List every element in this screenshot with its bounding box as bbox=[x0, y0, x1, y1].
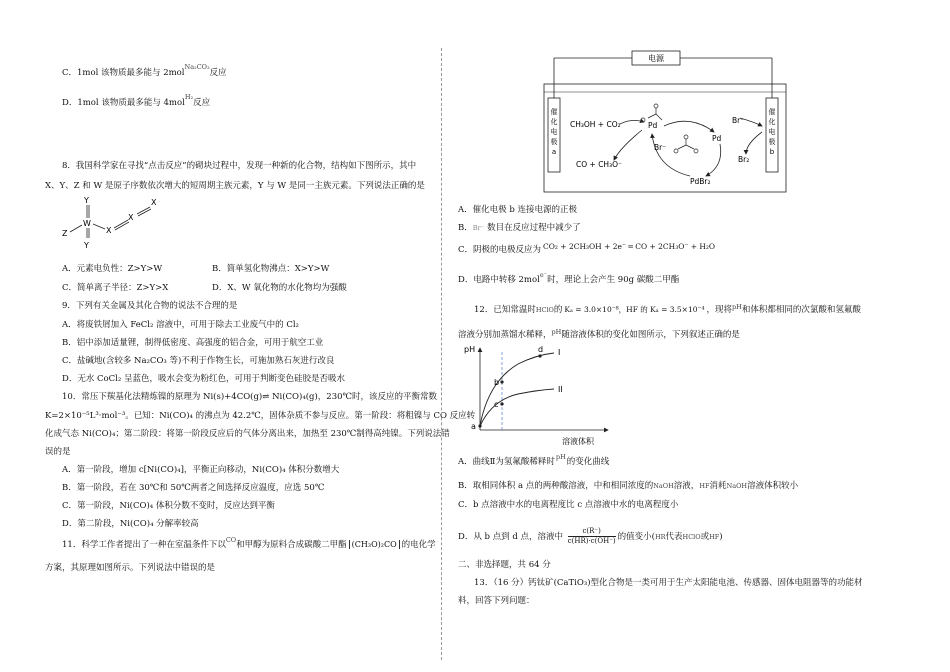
atom-z: Z bbox=[62, 229, 68, 238]
point-b bbox=[500, 380, 503, 383]
q8-structure-diagram bbox=[58, 194, 178, 250]
q10-option-d: D．第二阶段，Ni(CO)₄ 分解率较高 bbox=[62, 519, 199, 529]
q11-stem-line2: 方案，其原理如图所示。下列说法中错误的是 bbox=[45, 563, 216, 573]
q9-stem: 9．下列有关金属及其化合物的说法不合理的是 bbox=[62, 301, 238, 311]
point-a bbox=[478, 424, 481, 427]
q9-option-c: C．盐碱地(含较多 Na₂CO₃ 等)不利于作物生长，可施加熟石灰进行改良 bbox=[62, 356, 335, 366]
q13-stem-line2: 料，回答下列问题： bbox=[458, 596, 535, 606]
q8-option-c: C．简单离子半径：Z>Y>X bbox=[62, 283, 169, 293]
electrode-b-label-char-3: 极 bbox=[768, 138, 776, 146]
electrode-b-label-char-2: 电 bbox=[768, 128, 776, 136]
point-d bbox=[538, 354, 541, 357]
q8-stem-line2: X、Y、Z 和 W 是原子序数依次增大的短周期主族元素，Y 与 W 是同一主族元素。下列说法正确的是 bbox=[45, 181, 425, 191]
q7-option-c: C．1mol 该物质最多能与 2mol$^{Na_2CO_3}$反应 bbox=[62, 63, 227, 78]
electrode-a-label-char-1: 化 bbox=[550, 118, 558, 126]
atom-x1: X bbox=[106, 226, 112, 235]
power-label: 电源 bbox=[648, 54, 664, 63]
reactants-label: CH₃OH + CO₂ bbox=[570, 120, 621, 129]
ph-dilution-graph bbox=[458, 342, 618, 452]
q12-stem-line1: 12．已知常温时HClO的 Kₐ = 3.0×10⁻⁸，HF 的 Kₐ = 3.5×10⁻⁴ ，现将$^{pH}$和体积都相同的次氯酸和氢氟酸 bbox=[474, 303, 861, 315]
atom-x3: X bbox=[151, 198, 157, 207]
column-divider bbox=[441, 48, 442, 660]
electrolytic-tank bbox=[544, 84, 786, 192]
dimethyl-carbonate-structure bbox=[674, 135, 698, 153]
curve-i bbox=[480, 353, 554, 426]
q11-stem-line1: 11．科学工作者提出了一种在室温条件下以$^{CO}$和甲醇为原料合成碳酸二甲酯 (CH₃O)₂CO 的电化学 bbox=[62, 536, 436, 550]
electrode-b-label-char-0: 催 bbox=[768, 108, 776, 116]
br-minus-left: Br⁻ bbox=[654, 143, 667, 152]
q8-option-a: A．元素电负性：Z>Y>W bbox=[62, 264, 163, 274]
br-minus-right: Br⁻ bbox=[732, 116, 745, 125]
pd-complex-structure bbox=[641, 104, 662, 122]
atom-y-top: Y bbox=[84, 196, 89, 205]
q12-option-d: D．从 b 点到 d 点，溶液中 $\frac{c(R^-)}{c(HR)\cdot c(OH^-)}$ 的值变小(HR代表HClO或HF) bbox=[458, 527, 723, 545]
point-b-label: b bbox=[494, 378, 500, 387]
electrode-a-label-char-2: 电 bbox=[550, 128, 558, 136]
q8-stem-line1: 8．我国科学家在寻找“点击反应”的砌块过程中，发现一种新的化合物，结构如下图所示，其中 bbox=[62, 161, 417, 171]
q10-stem-line1: 10．常压下羰基化法精炼镍的原理为 Ni(s)+4CO(g)⇌ Ni(CO)₄(g)，230℃时，该反应的平衡常数 bbox=[62, 392, 438, 402]
q10-stem-line4: 误的是 bbox=[45, 447, 71, 457]
q10-option-b: B．第一阶段，若在 30℃和 50℃两者之间选择反应温度，应选 50℃ bbox=[62, 483, 325, 493]
q11-option-c: C．阴极的电极反应为 CO₂ + 2CH₃OH + 2e⁻ ═ CO + 2CH₃O⁻ + H₂O bbox=[458, 242, 716, 255]
electrode-a-label-char-3: 极 bbox=[550, 138, 558, 146]
curve-ii bbox=[480, 389, 554, 426]
q7-option-d: D．1mol 该物质最多能与 4mol$^{H_2}$反应 bbox=[62, 93, 211, 108]
q10-option-a: A．第一阶段，增加 c[Ni(CO)₄]，平衡正向移动，Ni(CO)₄ 体积分数增大 bbox=[62, 465, 340, 475]
curve-ii-label: II bbox=[558, 385, 563, 394]
y-axis-label: pH bbox=[464, 345, 476, 354]
q11-option-d: D．电路中转移 2mol$^{e^-}$时，理论上会产生 90g 碳酸二甲酯 bbox=[458, 271, 680, 285]
q12-option-b: B．取相同体积 a 点的两种酸溶液，中和相同浓度的NaOH溶液，HF消耗NaOH溶液体积较小 bbox=[458, 481, 799, 491]
q8-option-b: B．简单氢化物沸点：X>Y>W bbox=[212, 264, 330, 274]
electrode-b-label-char-1: 化 bbox=[768, 118, 776, 126]
q9-option-b: B．铝中添加适量锂，制得低密度、高强度的铝合金，可用于航空工业 bbox=[62, 338, 324, 348]
products-label: CO + CH₃O⁻ bbox=[576, 160, 622, 169]
electrode-b-label-char-4: b bbox=[769, 148, 775, 156]
atom-x2: X bbox=[128, 213, 134, 222]
q9-option-a: A．将废铁屑加入 FeCl₂ 溶液中，可用于除去工业废气中的 Cl₂ bbox=[62, 320, 299, 330]
electrode-a-label-char-0: 催 bbox=[550, 108, 558, 116]
pd-label: Pd bbox=[712, 134, 722, 143]
atom-w: W bbox=[83, 219, 91, 228]
section-2-heading: 二、非选择题，共 64 分 bbox=[458, 560, 551, 570]
q13-stem-line1: 13．（16 分）钙钛矿(CaTiO₃)型化合物是一类可用于生产太阳能电池、传感器、固体电阻器等的功能材 bbox=[474, 578, 863, 588]
electrolysis-cell-diagram bbox=[540, 48, 790, 194]
q12-stem-line2: 溶液分别加蒸馏水稀释，$^{pH}$随溶液体积的变化如图所示，下列叙述正确的是 bbox=[458, 328, 740, 340]
q12-option-c: C．b 点溶液中水的电离程度比 c 点溶液中水的电离程度小 bbox=[458, 500, 679, 510]
pd-complex-label: Pd bbox=[648, 121, 658, 130]
q8-option-d: D．X、W 氧化物的水化物均为强酸 bbox=[212, 283, 347, 293]
curve-i-label: I bbox=[558, 348, 561, 357]
electrode-a-label-char-4: a bbox=[551, 148, 557, 156]
point-a-label: a bbox=[471, 422, 476, 431]
q12-option-a: A．曲线Ⅱ为氢氟酸稀释时$^{pH}$的变化曲线 bbox=[458, 453, 610, 467]
q10-option-c: C．第一阶段，Ni(CO)₄ 体积分数不变时，反应达到平衡 bbox=[62, 501, 275, 511]
atom-y-bottom: Y bbox=[84, 241, 89, 250]
br2-label: Br₂ bbox=[738, 155, 750, 164]
point-c-label: c bbox=[494, 400, 499, 409]
q10-stem-line2: K=2×10⁻⁵L³·mol⁻³。已知：Ni(CO)₄ 的沸点为 42.2℃，固体杂质不参与反应。第一阶段：将粗镍与 CO 反应转 bbox=[45, 411, 476, 421]
point-c bbox=[500, 402, 503, 405]
point-d-label: d bbox=[538, 345, 544, 354]
pdbr2-label: PdBr₂ bbox=[690, 177, 711, 186]
q9-option-d: D．无水 CoCl₂ 呈蓝色，吸水会变为粉红色，可用于判断变色硅胶是否吸水 bbox=[62, 374, 345, 384]
q11-option-a: A．催化电极 b 连接电源的正极 bbox=[458, 205, 577, 215]
q11-option-b: B．Br⁻ 数目在反应过程中减少了 bbox=[458, 223, 581, 233]
q10-stem-line3: 化成气态 Ni(CO)₄；第二阶段：将第一阶段反应后的气体分离出来，加热至 230℃制得高纯镍。下列说法错 bbox=[45, 429, 450, 439]
x-axis-label: 溶液体积 bbox=[562, 437, 594, 446]
